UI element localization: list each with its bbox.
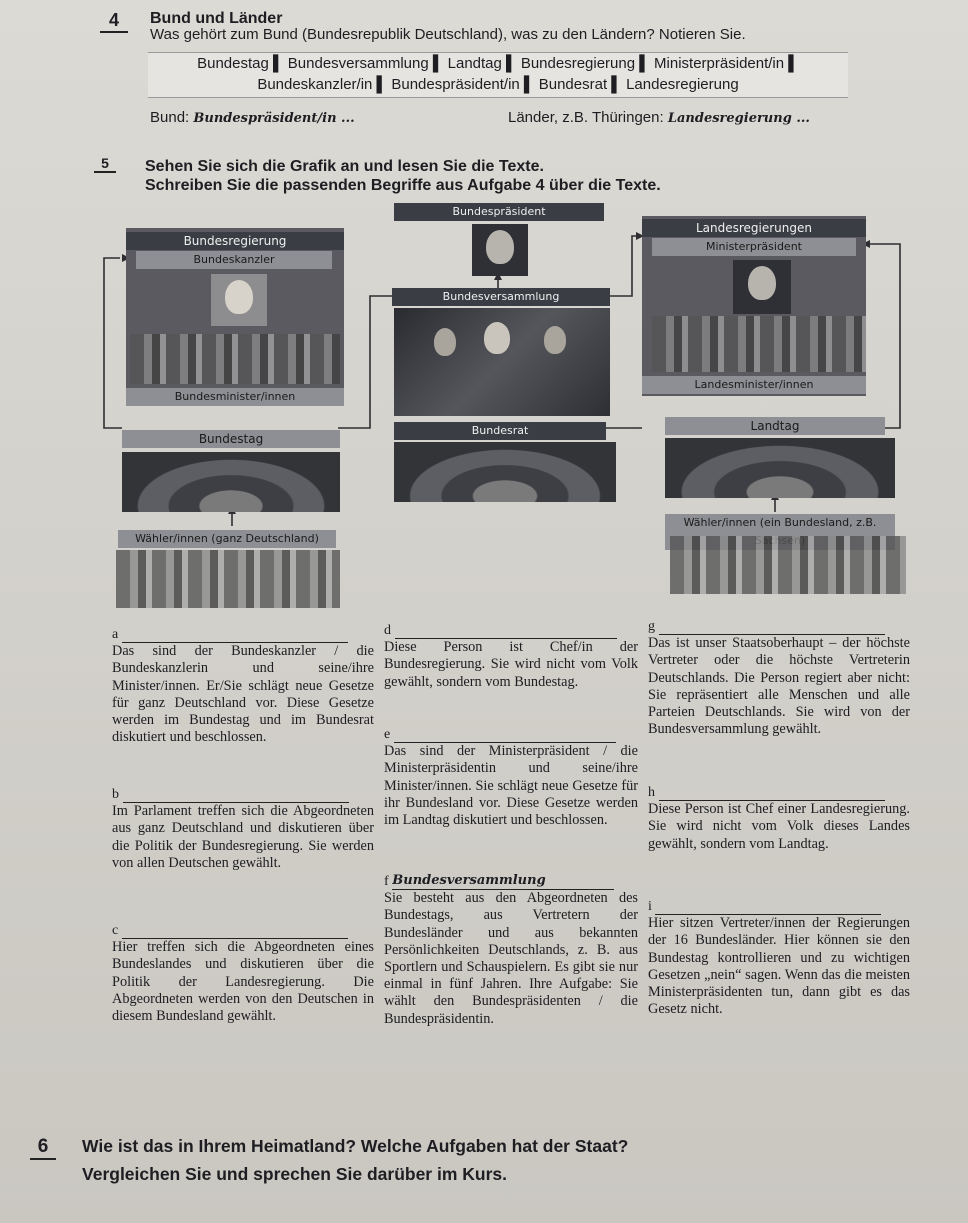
photo-bundesversammlung (394, 308, 610, 416)
bund-answer[interactable]: Bundespräsident/in ... (193, 111, 355, 126)
task4-number: 4 (100, 10, 128, 33)
photo-bundespraesident (472, 224, 528, 276)
photo-ministerpraesident (733, 260, 791, 314)
word-box-line2: Bundeskanzler/in ▌ Bundespräsident/in ▌ Bundesrat ▌ Landesregierung (257, 76, 739, 93)
text-a-body: Das sind der Bundeskanzler / die Bundeskanzlerin und seine/ihre Minister/innen. Er/Sie schlägt neue Gesetze für ganz Deutschland vor. Diese Gesetze werden im Bundestag und im Bundesrat diskutiert und beschlossen. (112, 643, 374, 746)
photo-waehler-bund (116, 550, 340, 608)
word-box-line1: Bundestag ▌ Bundesversammlung ▌ Landtag ▌ Bundesregierung ▌ Ministerpräsident/in ▌ (197, 55, 799, 72)
text-c: c Hier treffen sich die Abgeordneten eines Bundeslandes und diskutieren über die Politik der Landesregierung. Die Abgeordneten werden von den Deutschen in diesem Bundesland gewählt. (112, 923, 374, 1025)
label-bundesminister: Bundesminister/innen (126, 388, 344, 406)
text-a: a Das sind der Bundeskanzler / die Bundeskanzlerin und seine/ihre Minister/innen. Er/Sie schlägt neue Gesetze für ganz Deutschland vor. Diese Gesetze werden im Bundestag und im Bundesrat diskutiert und beschlossen. (112, 627, 374, 746)
label-landesregierungen: Landesregierungen (642, 219, 866, 237)
text-f-body: Sie besteht aus den Abgeordneten des Bundestags, aus Vertretern der Bundesländer und aus bekannten Persönlichkeiten Deutschlands, z. B. aus Sportlern und Schauspielern. Es gibt sie nur einmal in fünf Jahren. Ihre Aufgabe: Sie wählt den Bundespräsidenten / die Bundespräsidentin. (384, 890, 638, 1027)
text-d: d Diese Person ist Chef/in der Bundesregierung. Sie wird nicht vom Volk gewählt, sondern vom Bundestag. (384, 623, 638, 690)
label-bundeskanzler: Bundeskanzler (136, 251, 332, 269)
label-landtag: Landtag (665, 417, 885, 435)
task5-line1: Sehen Sie sich die Grafik an und lesen Sie die Texte. (145, 158, 544, 175)
photo-waehler-land (670, 536, 906, 594)
text-h: h Diese Person ist Chef einer Landesregierung. Sie wird nicht vom Volk dieses Landes gewählt, sondern vom Landtag. (648, 785, 910, 852)
label-bundesregierung: Bundesregierung (126, 232, 344, 250)
label-bundesrat: Bundesrat (394, 422, 606, 440)
answer-f[interactable]: Bundesversammlung (392, 872, 614, 890)
photo-bundesminister (130, 334, 340, 384)
label-bundespraesident: Bundespräsident (394, 203, 604, 221)
task6-line1: Wie ist das in Ihrem Heimatland? Welche Aufgaben hat der Staat? (82, 1136, 629, 1156)
task5-number: 5 (94, 155, 116, 173)
label-bundestag: Bundestag (122, 430, 340, 448)
photo-landesminister (652, 316, 866, 372)
text-h-body: Diese Person ist Chef einer Landesregierung. Sie wird nicht vom Volk dieses Landes gewählt, sondern vom Landtag. (648, 801, 910, 852)
task6-number: 6 (30, 1136, 56, 1160)
text-b-body: Im Parlament treffen sich die Abgeordneten aus ganz Deutschland und diskutieren über die Politik der Bundesregierung. Sie werden von allen Deutschen gewählt. (112, 803, 374, 871)
photo-bundestag (122, 452, 340, 512)
text-g: g Das ist unser Staatsoberhaupt – der höchste Vertreter oder die höchste Vertreterin Deutschlands. Die Person regiert aber nicht: Sie repräsentiert alle Menschen und alle Parteien Deutschlands. Sie wird von der Bundesversammlung gewählt. (648, 619, 910, 738)
label-landesminister: Landesminister/innen (642, 376, 866, 394)
task4-title: Bund und Länder (150, 10, 283, 27)
text-e-body: Das sind der Ministerpräsident / die Ministerpräsidentin und seine/ihre Minister/innen. Sie schlägt neue Gesetze für ihr Bundesland vor. Diese Gesetze werden im Landtag diskutiert und beschlossen. (384, 743, 638, 829)
photo-bundeskanzler (211, 274, 267, 326)
photo-bundesrat (394, 442, 616, 502)
laender-answer[interactable]: Landesregierung ... (667, 111, 810, 126)
text-e: e Das sind der Ministerpräsident / die Ministerpräsidentin und seine/ihre Minister/innen. Sie schlägt neue Gesetze für ihr Bundesland vor. Diese Gesetze werden im Landtag diskutiert und beschlossen. (384, 727, 638, 829)
laender-label: Länder, z.B. Thüringen: (508, 109, 664, 126)
text-c-body: Hier treffen sich die Abgeordneten eines Bundeslandes und diskutieren über die Politik der Landesregierung. Die Abgeordneten werden von den Deutschen in diesem Bundesland gewählt. (112, 939, 374, 1025)
text-b: b Im Parlament treffen sich die Abgeordneten aus ganz Deutschland und diskutieren über die Politik der Bundesregierung. Sie werden von allen Deutschen gewählt. (112, 787, 374, 871)
text-f: f Bundesversammlung Sie besteht aus den Abgeordneten des Bundestags, aus Vertretern der Bundesländer und aus bekannten Persönlichkeiten Deutschlands, z. B. aus Sportlern und Schauspielern. Es gibt sie nur einmal in fünf Jahren. Ihre Aufgabe: Sie wählt den Bundespräsidenten / die Bundespräsidentin. (384, 873, 638, 1027)
bund-label: Bund: (150, 109, 190, 126)
label-ministerpraesident: Ministerpräsident (652, 238, 856, 256)
text-i: i Hier sitzen Vertreter/innen der Regierungen der 16 Bundesländer. Hier können sie den Bundestag kontrollieren und zu wichtigen Gesetzen „nein“ sagen. Wenn das die meisten Ministerpräsidenten tun, dann gibt es das Gesetz nicht. (648, 899, 910, 1018)
text-i-body: Hier sitzen Vertreter/innen der Regierungen der 16 Bundesländer. Hier können sie den Bundestag kontrollieren und zu wichtigen Gesetzen „nein“ sagen. Wenn das die meisten Ministerpräsidenten tun, dann gibt es das Gesetz nicht. (648, 915, 910, 1018)
label-waehler-land: Wähler/innen (ein Bundesland, z.B. (665, 514, 895, 550)
label-waehler-bund: Wähler/innen (ganz Deutschland) (118, 530, 336, 548)
text-d-body: Diese Person ist Chef/in der Bundesregierung. Sie wird nicht vom Volk gewählt, sondern vom Bundestag. (384, 639, 638, 690)
text-g-body: Das ist unser Staatsoberhaupt – der höchste Vertreter oder die höchste Vertreterin Deutschlands. Die Person regiert aber nicht: Sie repräsentiert alle Menschen und alle Parteien Deutschlands. Sie wird von der Bundesversammlung gewählt. (648, 635, 910, 738)
task4-instruction: Was gehört zum Bund (Bundesrepublik Deutschland), was zu den Ländern? Notieren Sie. (150, 26, 746, 43)
task6-line2: Vergleichen Sie und sprechen Sie darüber im Kurs. (82, 1164, 507, 1184)
label-bundesversammlung: Bundesversammlung (392, 288, 610, 306)
photo-landtag (665, 438, 895, 498)
task5-line2: Schreiben Sie die passenden Begriffe aus Aufgabe 4 über die Texte. (145, 177, 661, 194)
